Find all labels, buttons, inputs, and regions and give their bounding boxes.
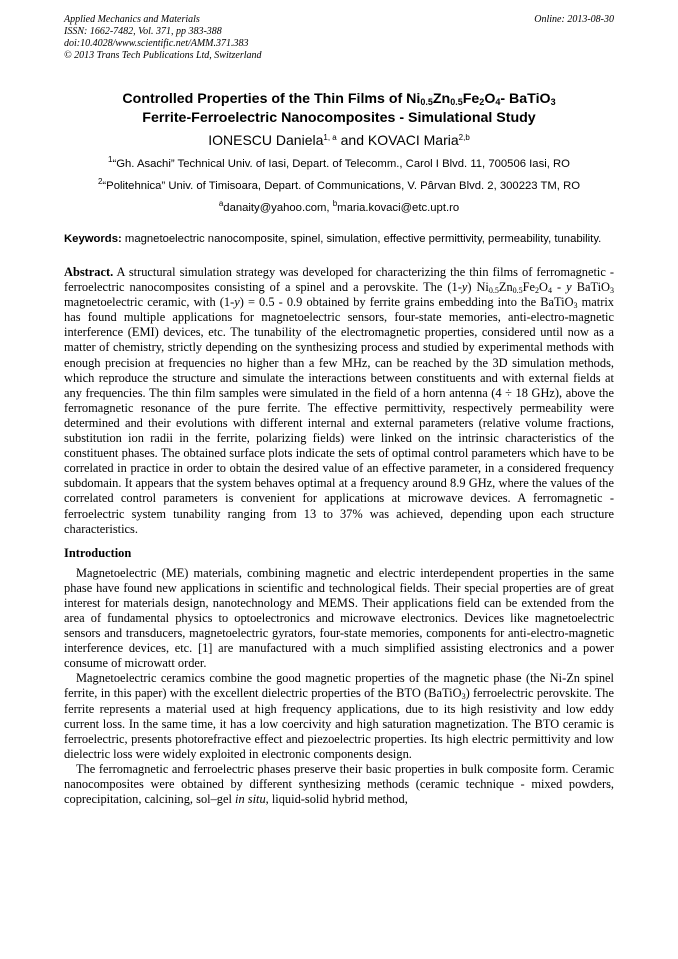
affiliation-1 xyxy=(64,157,614,171)
author-sup: 2,b xyxy=(458,133,470,142)
intro-text: , liquid-solid hybrid method, xyxy=(265,792,408,807)
email-sup: a xyxy=(218,199,224,208)
affiliation-text: “Gh. Asachi” Technical Univ. of Iasi, Depart. of Telecomm., Carol I Blvd. 11, 700506 Iasi, RO xyxy=(112,158,570,170)
abstract-text: matrix has found multiple applications for magnetoelectric sensors, four-state memories, anti-electro-magnetic interference (EMI) devices, etc. The tunability of the electromagnetic properties, considered until now as a matter of chemistry, strictly depending on the synthesizing process and studied by experimental methods with enough precision at frequencies no higher than a few MHz, can be reached by the 3D simulation methods, which reproduce the structure and simulate the interactions between constituents and with external fields at any frequencies. The thin film samples were simulated in the field of a horn antenna (4 ÷ 18 GHz), above the ferromagnetic resonance of the pure ferrite. The effective permittivity, respectively permeability were determined and their evolutions with different internal and external parameters (relative volume fractions, substitution ion radii in the ferrite, polarizing fields) were linked on the intrinsic characteristics of the constituent phases. The obtained surface plots indicate the sets of optimal control parameters which have to be correlated in practice in order to obtain the desired value of an effective parameter, in a considered frequency subdomain. It appears that the system behaves optimal at a frequency around 8.9 GHz, where the values of the correlated control parameters is convenient for applications at microwave devices. A ferromagnetic - ferroelectric system tunability ranging from 13 to 37% was achieved, depending upon each structure characteristics. xyxy=(64,295,614,536)
title-text: - BaTiO xyxy=(500,91,551,107)
abstract xyxy=(64,265,614,537)
abstract-text: Zn xyxy=(498,280,513,295)
author-emails xyxy=(64,201,614,215)
email-sup: b xyxy=(332,199,338,208)
publication-header xyxy=(64,14,614,62)
abstract-sub: 0.5 xyxy=(488,286,499,296)
abstract-text: ) = 0.5 - 0.9 obtained by ferrite grains embedding into the BaTiO xyxy=(239,295,574,310)
abstract-text: Fe xyxy=(522,280,536,295)
keywords-text: magnetoelectric nanocomposite, spinel, simulation, effective permittivity, permeability, tunability. xyxy=(121,233,602,245)
paper-title xyxy=(64,90,614,128)
abstract-sub: 3 xyxy=(609,286,614,296)
intro-paragraph-2 xyxy=(64,671,614,762)
title-text: Zn xyxy=(432,91,451,107)
author-list xyxy=(64,131,614,149)
title-line-1 xyxy=(64,90,614,109)
title-text: Controlled Properties of the Thin Films of Ni xyxy=(122,91,421,107)
abstract-sub: 4 xyxy=(548,286,552,296)
intro-italic: in situ xyxy=(235,792,266,807)
intro-text: Magnetoelectric ceramics combine the good magnetic properties of the magnetic phase (the Ni-Zn spinel ferrite, in this paper) with the excellent dielectric properties of the BTO (BaTiO xyxy=(64,671,614,701)
title-line-2: Ferrite-Ferroelectric Nanocomposites - Simulational Study xyxy=(142,110,536,126)
abstract-text: - xyxy=(552,280,567,295)
online-date: Online: 2013-08-30 xyxy=(534,14,614,25)
intro-sub: 3 xyxy=(461,692,466,702)
author-name: KOVACI Maria xyxy=(367,132,459,148)
abstract-label: Abstract. xyxy=(64,265,114,279)
title-text: Fe xyxy=(462,91,480,107)
title-sub: 0.5 xyxy=(450,97,463,107)
issn-line: ISSN: 1662-7482, Vol. 371, pp 383-388 xyxy=(64,26,222,37)
keywords xyxy=(64,232,614,246)
abstract-text: ) Ni xyxy=(467,280,489,295)
abstract-sub: 2 xyxy=(535,286,540,296)
intro-paragraph-1: Magnetoelectric (ME) materials, combining magnetic and electric interdependent properties in the same phase have found new applications in scientific and technological fields. Their special properties are of great interest for materials design, nanotechnology and MEMS. Their applications field can be extended from the area of fundamental physics to optoelectronics and microwave electronics. Devices like magnetoelectric sensors and transducers, magnetoelectric gyrators, four-state memories, components for anti-electro-magnetic interference devices, etc. [1] are manufactured with a much simplified assisting electronics and a power consume of microwatt order. xyxy=(64,565,614,671)
title-text: O xyxy=(484,91,496,107)
author-name: IONESCU Daniela xyxy=(208,132,324,148)
intro-text: ) ferroelectric perovskite. The ferrite represents a material used at high frequency applications, due to its high resistivity and low eddy current loss. In the same time, it has a low coercivity and high saturation magnetization. The BTO ceramic is ferroelectric, presents photorefractive effect and piezoelectric properties. Its high electric permittivity and low dielectric loss were widely exploited in electronic components design. xyxy=(64,686,614,761)
abstract-var: y xyxy=(461,280,468,295)
journal-name: Applied Mechanics and Materials xyxy=(64,14,200,25)
abstract-sub: 3 xyxy=(573,301,578,311)
affiliation-sup: 2 xyxy=(97,177,103,186)
affiliation-text: “Politehnica” Univ. of Timisoara, Depart. of Communications, V. Pârvan Blvd. 2, 300223 TM, RO xyxy=(102,180,581,192)
intro-paragraph-3 xyxy=(64,762,614,807)
doi-line: doi:10.4028/www.scientific.net/AMM.371.383 xyxy=(64,38,249,49)
abstract-text: A structural simulation strategy was developed for characterizing the thin films of ferromagnetic - ferroelectric nanocomposites consisting of a spinel and a perovskite. The (1- xyxy=(64,265,614,295)
introduction-body xyxy=(64,566,614,808)
email-a: danaity@yahoo.com, xyxy=(223,202,333,214)
abstract-var: y xyxy=(234,295,240,310)
affiliation-2 xyxy=(64,179,614,193)
email-b: maria.kovaci@etc.upt.ro xyxy=(337,202,460,214)
introduction-heading: Introduction xyxy=(64,545,132,560)
keywords-label: Keywords: xyxy=(64,233,122,245)
title-sub: 2 xyxy=(479,97,485,107)
abstract-text: O xyxy=(539,280,548,295)
copyright-line: © 2013 Trans Tech Publications Ltd, Switzerland xyxy=(64,50,262,61)
abstract-sub: 0.5 xyxy=(512,286,523,296)
author-sup: 1, a xyxy=(323,133,337,142)
title-sub: 3 xyxy=(550,97,556,107)
author-and: and xyxy=(336,132,368,148)
affiliation-sup: 1 xyxy=(108,155,113,164)
abstract-var: y xyxy=(566,280,572,295)
abstract-text: magnetoelectric ceramic, with (1- xyxy=(64,295,235,310)
title-sub: 4 xyxy=(495,97,501,107)
abstract-text: BaTiO xyxy=(571,280,610,295)
intro-text: The ferromagnetic and ferroelectric phases preserve their basic properties in bulk composite form. Ceramic nanocomposites were obtained by different synthesizing methods (ceramic technique - mixed powders, coprecipitation, calcining, sol–gel xyxy=(64,761,614,807)
title-sub: 0.5 xyxy=(420,97,433,107)
